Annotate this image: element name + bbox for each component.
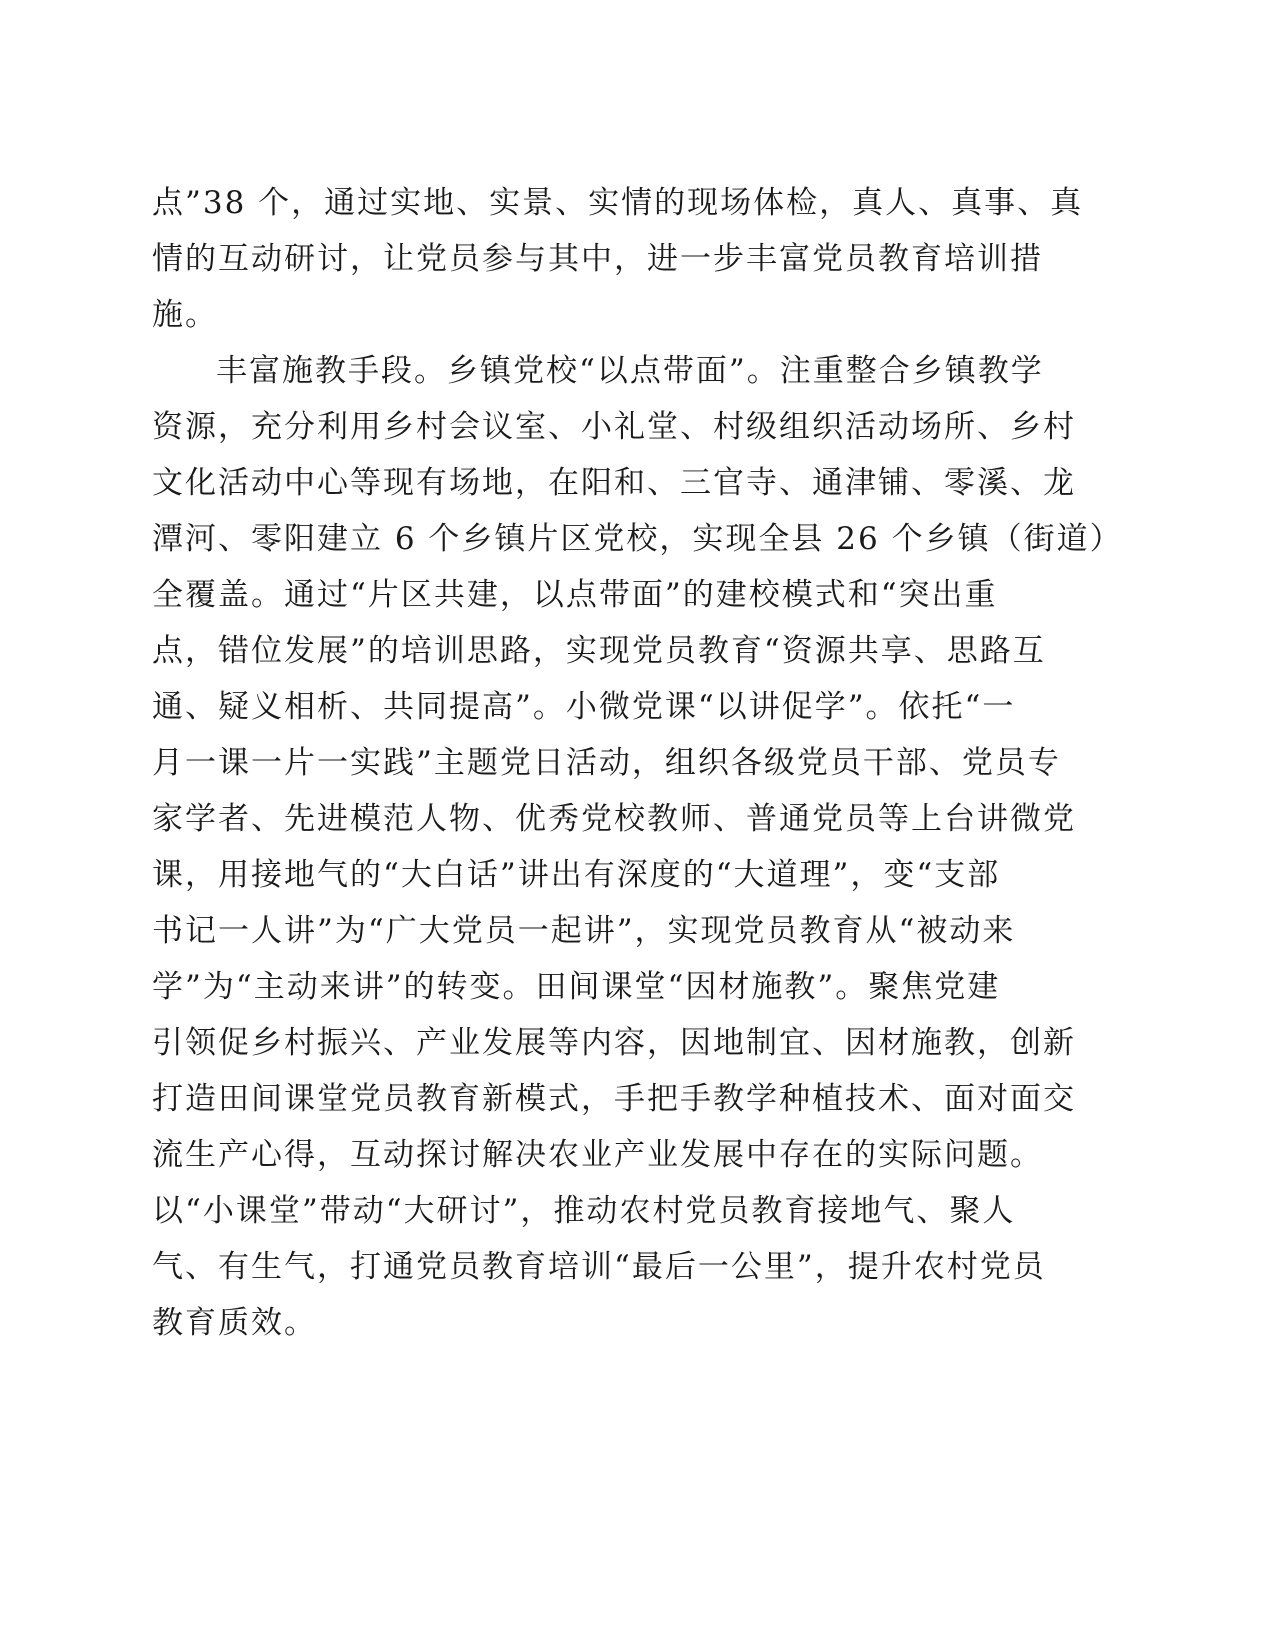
text-line: 月一课一片一实践”主题党日活动，组织各级党员干部、党员专 bbox=[152, 745, 1061, 781]
text-line: 通、疑义相析、共同提高”。小微党课“以讲促学”。依托“一 bbox=[152, 689, 1016, 725]
text-line: 课，用接地气的“大白话”讲出有深度的“大道理”，变“支部 bbox=[152, 857, 1001, 893]
text-line: 教育质效。 bbox=[152, 1305, 317, 1341]
text-line: 流生产心得，互动探讨解决农业产业发展中存在的实际问题。 bbox=[152, 1137, 1043, 1173]
paragraph-2 bbox=[152, 343, 1123, 1351]
text-line: 潭河、零阳建立 6 个乡镇片区党校，实现全县 26 个乡镇（街道） bbox=[152, 521, 1123, 557]
text-line: 气、有生气，打通党员教育培训“最后一公里”，提升农村党员 bbox=[152, 1249, 1046, 1285]
text-line: 点”38 个，通过实地、实景、实情的现场体检，真人、真事、真 bbox=[152, 185, 1084, 221]
text-line: 学”为“主动来讲”的转变。田间课堂“因材施教”。聚焦党建 bbox=[152, 969, 1001, 1005]
paragraph-1 bbox=[152, 175, 1092, 343]
text-line: 引领促乡村振兴、产业发展等内容，因地制宜、因材施教，创新 bbox=[152, 1025, 1076, 1061]
text-line: 全覆盖。通过“片区共建，以点带面”的建校模式和“突出重 bbox=[152, 577, 998, 613]
text-line: 打造田间课堂党员教育新模式，手把手教学种植技术、面对面交 bbox=[152, 1081, 1076, 1117]
text-line: 书记一人讲”为“广大党员一起讲”，实现党员教育从“被动来 bbox=[152, 913, 1016, 949]
text-line: 文化活动中心等现有场地，在阳和、三官寺、通津铺、零溪、龙 bbox=[152, 465, 1076, 501]
text-line: 施。 bbox=[152, 297, 218, 333]
text-line: 以“小课堂”带动“大研讨”，推动农村党员教育接地气、聚人 bbox=[152, 1193, 1016, 1229]
text-line: 点，错位发展”的培训思路，实现党员教育“资源共享、思路互 bbox=[152, 633, 1046, 669]
text-line: 家学者、先进模范人物、优秀党校教师、普通党员等上台讲微党 bbox=[152, 801, 1076, 837]
text-line: 丰富施教手段。乡镇党校“以点带面”。注重整合乡镇教学 bbox=[216, 353, 1044, 389]
text-line: 情的互动研讨，让党员参与其中，进一步丰富党员教育培训措 bbox=[152, 241, 1043, 277]
document-body bbox=[152, 175, 1123, 1351]
text-line: 资源，充分利用乡村会议室、小礼堂、村级组织活动场所、乡村 bbox=[152, 409, 1076, 445]
